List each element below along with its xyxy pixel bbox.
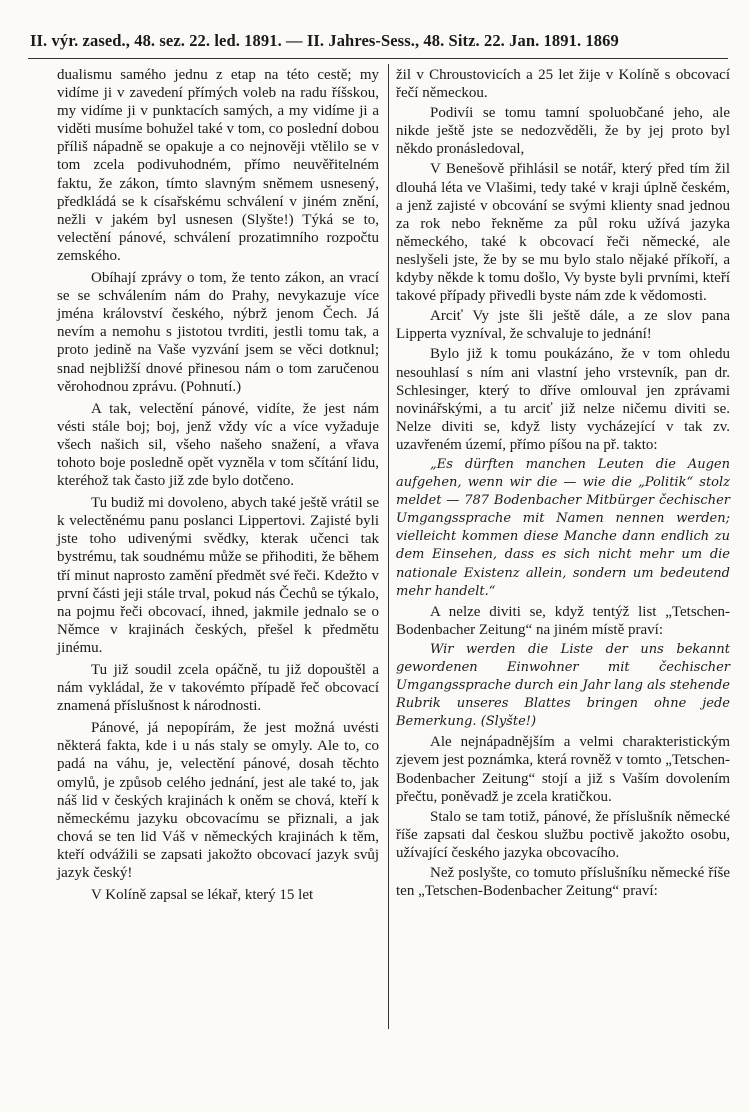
paragraph: Arciť Vy jste šli ještě dále, a ze slov pana Lipperta vyzníval, že schvaluje to jednání!: [396, 308, 730, 343]
paragraph: Než poslyšte, co tomuto příslušníku německé říše ten „Tetschen-Bodenbacher Zeitung“ praví:: [396, 865, 730, 900]
left-column: [57, 66, 379, 906]
column-divider: [388, 64, 389, 1029]
german-quotation: „Es dürften manchen Leuten die Augen aufgehen, wenn wir die — wie die „Politik“ stolz meldet — 787 Bodenbacher Mitbürger čechischer Umgangssprache mit Namen nennen werden; vielleicht kommen diese Manche dann endlich zu dem Einsehen, dass es sich nicht mehr um die nationale Existenz allein, sondern um bedeutend mehr handelt.“: [396, 456, 730, 599]
paragraph: Podivíi se tomu tamní spoluobčané jeho, ale nikde ještě jste se nedozvěděli, že by jej proto byl někdo pronásledoval,: [396, 105, 730, 158]
paragraph: Ale nejnápadnějším a velmi charakteristickým zjevem jest poznámka, která rovněž v tomto „Tetschen-Bodenbacher Zeitung“ stojí a již s Vaším dovolením přečtu, poněvadž je zcela kratičkou.: [396, 734, 730, 805]
paragraph: Pánové, já nepopírám, že jest možná uvésti některá fakta, kde i u nás staly se omyly. Ale to, co padá na váhu, je, velectění pánové, dosah těchto omylů, je způsob celého jednání, jest ale také to, jak náš lid v českých krajinách k oněm se chová, kteří k německému jazyku obcovacímu se přiznali, a jak chová se ten lid Váš v německých krajinách k těm, kteří odvážili se zapsati jakožto obcovací jazyk svůj jazyk český!: [57, 720, 379, 882]
paragraph: V Benešově přihlásil se notář, který před tím žil dlouhá léta ve Vlašimi, tedy také v kraji úplně českém, a jenž zajisté v obcování se svými klienty snad jednou za rok nebo řekněme za půl roku užívá jazyka německého, také k obcovací řeči německé, ale neslyšeli jste, že by se mu bylo stalo nějaké příkoří, a kdyby někde k tomu došlo, Vy byste byli prvními, kteří takové případy přivedli byste nám zde k vědomosti.: [396, 161, 730, 305]
paragraph: Tu již soudil zcela opáčně, tu již dopouštěl a nám vykládal, že v takovémto případě řeč obcovací znamená příslušnost k národnosti.: [57, 662, 379, 715]
paragraph: Tu budiž mi dovoleno, abych také ještě vrátil se k velectěnému panu poslanci Lippertovi. Zajisté byli jste toho udivenými svědky, kterak učenci tak bystrému, tak soudnému může se přihoditi, že během tří minut naprosto zamění předmět své řeči. Kdežto v první části jeji stále trval, pokud nás Čechů se týkalo, na pojmu řeči obcovací, ihned, jakmile jednalo se o Němce v krajinách českých, přešel k předmětu jinému.: [57, 495, 379, 656]
paragraph: A tak, velectění pánové, vidíte, že jest nám vésti stále boj; boj, jenž vždy víc a více vyžaduje všech našich sil, všeho našeho snažení, a vřava tohoto boje posledně opět vyzněla v tom sčítání lidu, kteréhož tak často již zde bylo dotčeno.: [57, 400, 379, 490]
header-rule: [28, 58, 728, 59]
paragraph: Stalo se tam totiž, pánové, že příslušník německé říše zapsati dal českou službu poctivě jakožto osobu, užívající českého jazyka obcovacího.: [396, 808, 730, 861]
paragraph: Obíhají zprávy o tom, že tento zákon, an vrací se se schválením nám do Prahy, nevykazuje více jména království českého, nýbrž jenom Čech. Já nevím a nemohu s jistotou tvrditi, jestli tomu tak, a proto jedině na Vaše vyzvání jsem se věci dotknul; snad nejbližší dnové přinesou nám o tom zaručenou věrohodnou zprávu. (Pohnutí.): [57, 270, 379, 395]
paragraph: A nelze diviti se, když tentýž list „Tetschen-Bodenbacher Zeitung“ na jiném místě praví:: [396, 603, 730, 638]
page-header: II. výr. zased., 48. sez. 22. led. 1891. — II. Jahres-Sess., 48. Sitz. 22. Jan. 1891. 1869: [30, 31, 619, 50]
paragraph: žil v Chroustovicích a 25 let žije v Kolíně s obcovací řečí německou.: [396, 67, 730, 102]
paragraph: V Kolíně zapsal se lékař, který 15 let: [91, 887, 314, 904]
right-column: [396, 66, 730, 902]
paragraph: Bylo již k tomu poukázáno, že v tom ohledu nesouhlasí s ním ani vlastní jeho vrstevník, pan dr. Schlesinger, který to dříve omlouval jen zprávami novinářskými, a tu arciť již nelze ničemu diviti se. Nelze diviti se, když listy vycházející v tak zv. uzavřeném území, přímo píšou na př. takto:: [396, 346, 730, 453]
german-quotation: Wir werden die Liste der uns bekannt gewordenen Einwohner mit čechischer Umgangssprache durch ein Jahr lang als stehende Rubrik unseres Blattes bringen ohne jede Bemerkung. (Slyšte!): [396, 641, 730, 730]
paragraph: dualismu samého jednu z etap na této cestě; my vidíme ji v zavedení přímých voleb na radu říšskou, my vidíme ji v punktacích samých, a my vidíme ji a viděti musíme bohužel také v tom, co poslední dobou příliš nápadně se opakuje a co nejnověji vtělilo se v tom zcela podivuhodném, přímo neuvěřitelném faktu, že zákon, tímto slavným sněmem usnesený, předkládá se k císařskému schválení v jiném znění, nežli v jakém byl usnesen (Slyšte!) Týká se to, velectění pánové, schválení prozatimního rozpočtu zemského.: [57, 67, 379, 264]
